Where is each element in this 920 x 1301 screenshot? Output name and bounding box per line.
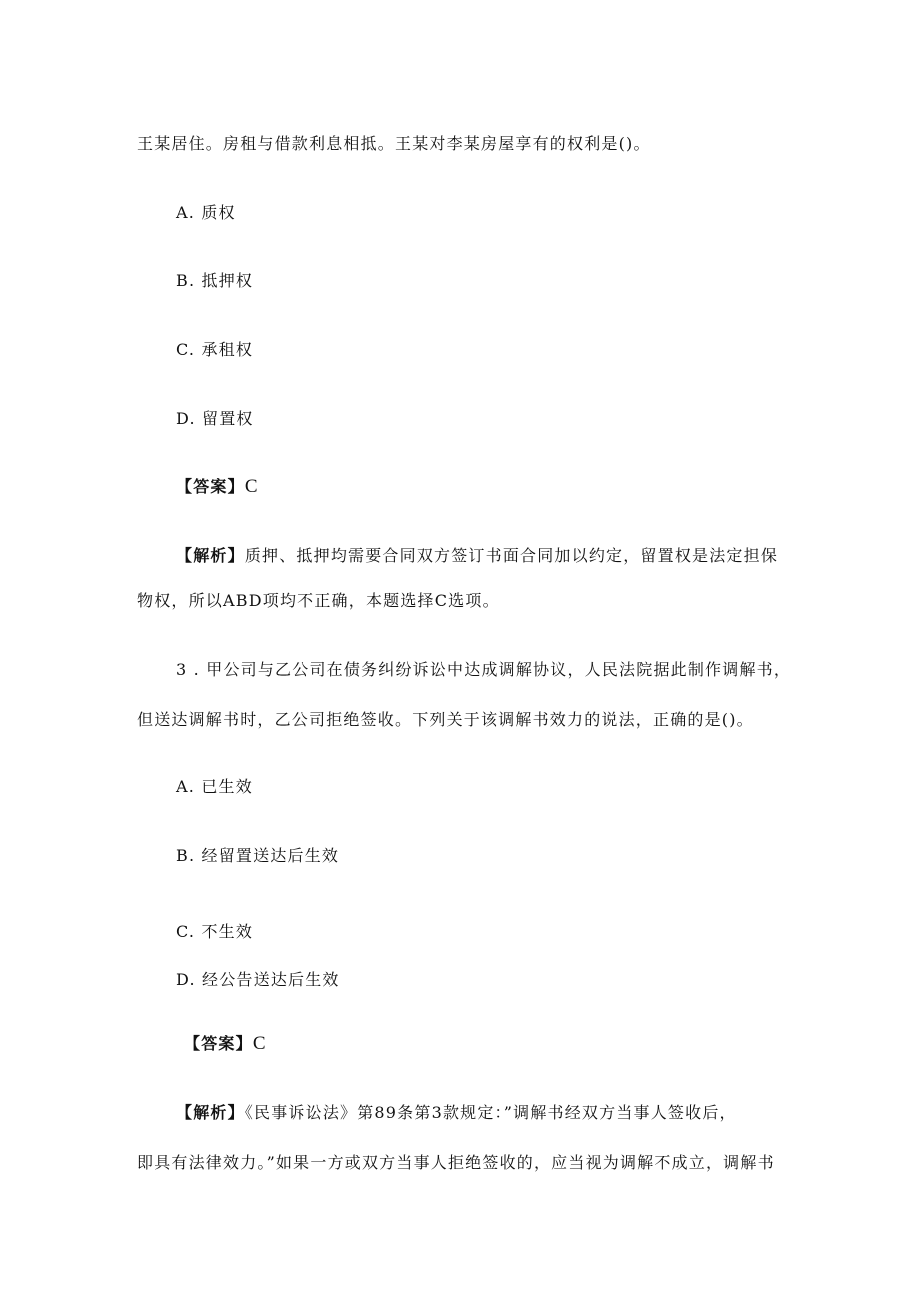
q2-analysis-label: 【解析】 (176, 546, 245, 565)
q3-stem-line2: 但送达调解书时，乙公司拒绝签收。下列关于该调解书效力的说法，正确的是()。 (137, 710, 754, 729)
q3-answer-label: 【答案】 (184, 1034, 253, 1053)
q3-option-d: D. 经公告送达后生效 (176, 970, 340, 989)
q2-answer-label: 【答案】 (176, 477, 245, 496)
q2-analysis-text-1: 质押、抵押均需要合同双方签订书面合同加以约定，留置权是法定担保 (244, 546, 779, 565)
q2-option-c: C. 承租权 (176, 340, 254, 359)
q3-option-b: B. 经留置送达后生效 (176, 846, 340, 865)
q3-stem-line1: 3 . 甲公司与乙公司在债务纠纷诉讼中达成调解协议，人民法院据此制作调解书， (176, 660, 792, 679)
q3-answer-value: C (252, 1033, 266, 1054)
q2-analysis-line2: 物权，所以ABD项均不正确，本题选择C选项。 (137, 591, 500, 610)
q3-analysis-label: 【解析】 (176, 1103, 245, 1122)
q2-answer-value: C (244, 476, 258, 497)
q3-answer (184, 1034, 266, 1054)
q3-option-c: C. 不生效 (176, 922, 254, 941)
q2-option-d: D. 留置权 (176, 409, 254, 428)
q3-analysis-line2: 即具有法律效力。”如果一方或双方当事人拒绝签收的，应当视为调解不成立，调解书 (137, 1153, 775, 1172)
q2-analysis-line1 (176, 546, 778, 566)
q3-analysis-text-1: 《民事诉讼法》第89条第3款规定：”调解书经双方当事人签收后， (244, 1103, 737, 1122)
q3-analysis-line1 (176, 1103, 737, 1123)
q2-option-a: A. 质权 (176, 203, 236, 222)
q3-option-a: A. 已生效 (176, 777, 253, 796)
q2-answer (176, 477, 258, 497)
q2-option-b: B. 抵押权 (176, 271, 254, 290)
q2-stem-tail: 王某居住。房租与借款利息相抵。王某对李某房屋享有的权利是()。 (137, 134, 651, 153)
